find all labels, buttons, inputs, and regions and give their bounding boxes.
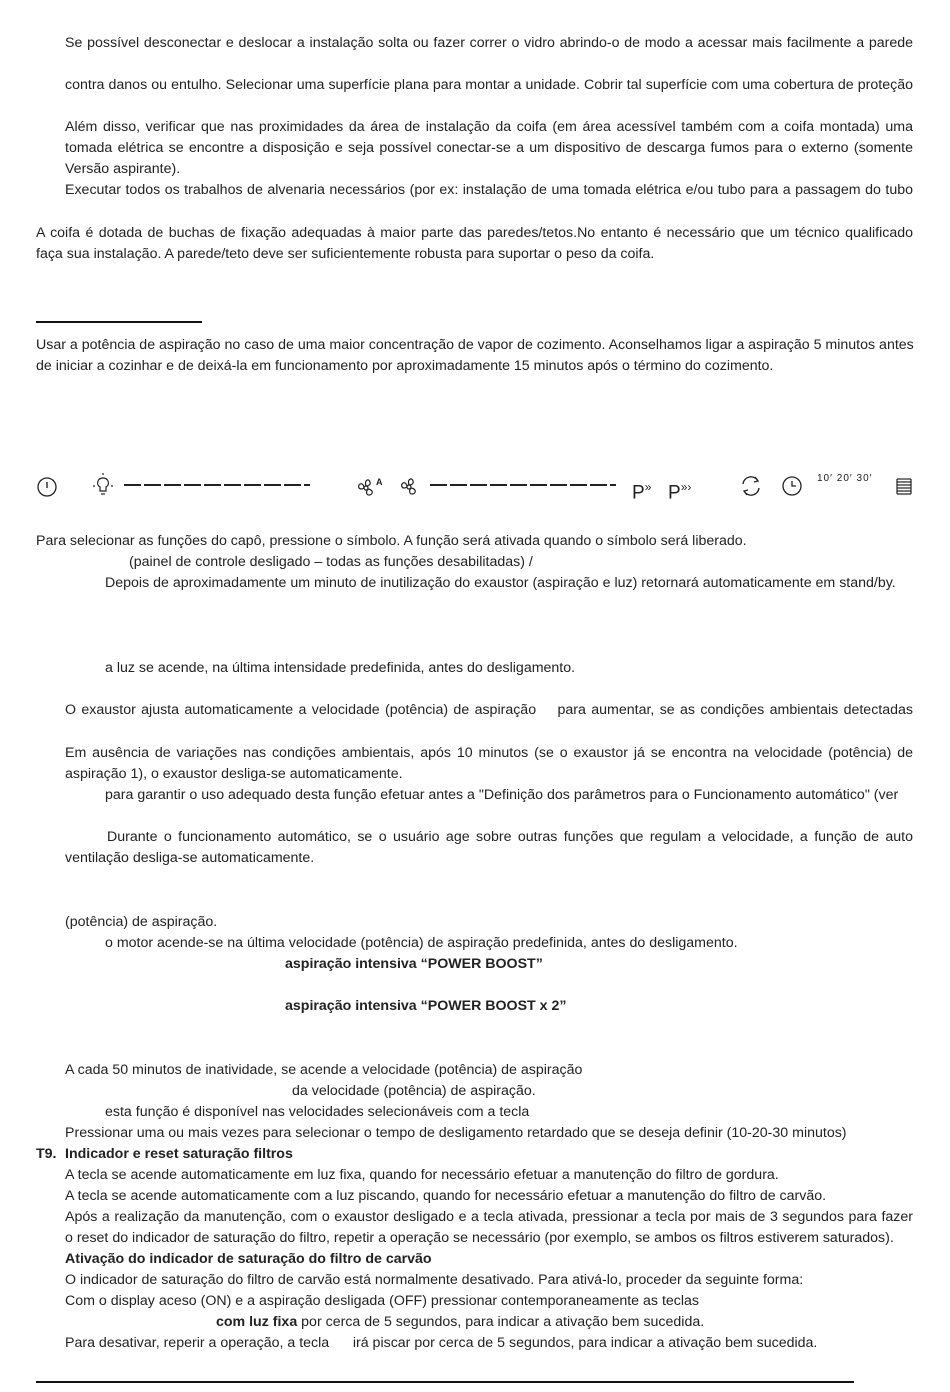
fan-icon[interactable] bbox=[398, 475, 422, 499]
fan-speed-bar bbox=[430, 484, 616, 486]
text-line: para garantir o uso adequado desta função efetuar antes a "Definição dos parâmetros para o Funcionamento automático" (ver bbox=[105, 787, 899, 803]
text-line: esta função é disponível nas velocidades selecionáveis com a tecla bbox=[105, 1104, 530, 1120]
svg-text:A: A bbox=[376, 477, 383, 487]
text-line: aspiração 1), o exaustor desliga-se automaticamente. bbox=[65, 766, 403, 782]
text-line: aspiração intensiva “POWER BOOST x 2” bbox=[285, 998, 567, 1014]
fan-auto-icon[interactable] bbox=[356, 475, 386, 499]
text-line: ventilação desliga-se automaticamente. bbox=[65, 850, 315, 866]
bold-phrase: com luz fixa bbox=[216, 1314, 298, 1330]
text-line: contra danos ou entulho. Selecionar uma superfície plana para montar a unidade. Cobrir tal superfície com uma cobertura de proteção bbox=[65, 77, 913, 93]
text-phrase: por cerca de 5 segundos, para indicar a ativação bem sucedida. bbox=[297, 1314, 705, 1330]
text-line: a luz se acende, na última intensidade predefinida, antes do desligamento. bbox=[105, 660, 576, 676]
text-line: faça sua instalação. A parede/teto deve ser suficientemente robusta para suportar o peso da coifa. bbox=[36, 246, 655, 262]
timer-icon[interactable] bbox=[781, 475, 803, 497]
text-line: o motor acende-se na última velocidade (potência) de aspiração predefinida, antes do desligamento. bbox=[105, 935, 738, 951]
text-line: Além disso, verificar que nas proximidades da área de instalação da coifa (em área acessível também com a coifa montada) uma bbox=[65, 119, 913, 135]
text-line: A tecla se acende automaticamente em luz fixa, quando for necessário efetuar a manutenção do filtro de gordura. bbox=[65, 1167, 779, 1183]
power-boost-2-icon[interactable]: P»› bbox=[668, 480, 692, 504]
text-line: Em ausência de variações nas condições ambientais, após 10 minutos (se o exaustor já se encontra na velocidade (potência) de bbox=[65, 745, 913, 761]
text-line: o reset do indicador de saturação do filtro, repetir a operação se necessário (por exemplo, se ambos os filtros estiverem saturados). bbox=[65, 1230, 894, 1246]
text-line: O indicador de saturação do filtro de carvão está normalmente desativado. Para ativá-lo, proceder da seguinte forma: bbox=[65, 1272, 804, 1288]
text-line: A coifa é dotada de buchas de fixação adequadas à maior parte das paredes/tetos.No entanto é necessário que um técnico qualificado bbox=[36, 225, 913, 241]
text-line: O exaustor ajusta automaticamente a velocidade (potência) de aspiração para aumentar, se as condições ambientais detectadas bbox=[65, 702, 913, 718]
text-line: Pressionar uma ou mais vezes para selecionar o tempo de desligamento retardado que se deseja definir (10-20-30 minutos) bbox=[65, 1125, 847, 1141]
text-line: Para selecionar as funções do capô, pressione o símbolo. A função será ativada quando o símbolo será liberado. bbox=[36, 533, 747, 549]
text-line: Durante o funcionamento automático, se o usuário age sobre outras funções que regulam a velocidade, a função de auto bbox=[107, 829, 913, 845]
text-line: (painel de controle desligado – todas as funções desabilitadas) / bbox=[129, 554, 533, 570]
text-line: aspiração intensiva “POWER BOOST” bbox=[285, 956, 543, 972]
timer-values: 10′ 20′ 30′ bbox=[817, 473, 873, 484]
bottom-rule bbox=[36, 1381, 854, 1383]
power-icon[interactable] bbox=[36, 476, 58, 498]
text-line: Executar todos os trabalhos de alvenaria necessários (por ex: instalação de uma tomada elétrica e/ou tubo para a passagem do tubo bbox=[65, 182, 913, 198]
text-line: A cada 50 minutos de inatividade, se acende a velocidade (potência) de aspiração bbox=[65, 1062, 583, 1078]
light-bulb-icon[interactable] bbox=[90, 472, 116, 498]
power-boost-icon[interactable]: P» bbox=[632, 480, 652, 504]
text-line: de iniciar a cozinhar e de deixá-la em funcionamento por aproximadamente 15 minutos após o término do cozimento. bbox=[36, 358, 774, 374]
auto-ventilation-icon[interactable] bbox=[738, 473, 764, 499]
section-divider bbox=[36, 321, 202, 323]
text-line: (potência) de aspiração. bbox=[65, 914, 218, 930]
section-number: T9. bbox=[36, 1146, 57, 1162]
text-line: Se possível desconectar e deslocar a instalação solta ou fazer correr o vidro abrindo-o de modo a acessar mais facilmente a parede bbox=[65, 35, 913, 51]
section-title: Indicador e reset saturação filtros bbox=[65, 1146, 293, 1162]
text-line: Depois de aproximadamente um minuto de inutilização do exaustor (aspiração e luz) retornará automaticamente em stand/by. bbox=[105, 575, 896, 591]
text-line: da velocidade (potência) de aspiração. bbox=[292, 1083, 536, 1099]
text-line: Com o display aceso (ON) e a aspiração desligada (OFF) pressionar contemporaneamente as teclas bbox=[65, 1293, 700, 1309]
light-level-bar bbox=[124, 484, 310, 486]
subsection-title: Ativação do indicador de saturação do filtro de carvão bbox=[65, 1251, 432, 1267]
text-line: Usar a potência de aspiração no caso de uma maior concentração de vapor de cozimento. Aconselhamos ligar a aspiração 5 minutos antes bbox=[36, 337, 914, 353]
text-line bbox=[216, 1312, 704, 1333]
text-line: tomada elétrica se encontre a disposição e seja possível conectar-se a um dispositivo de descarga fumos para o externo (somente bbox=[65, 140, 913, 156]
text-line: Versão aspirante). bbox=[65, 161, 181, 177]
filter-saturation-icon[interactable] bbox=[895, 477, 913, 495]
text-line: A tecla se acende automaticamente com a luz piscando, quando for necessário efetuar a manutenção do filtro de carvão. bbox=[65, 1188, 827, 1204]
text-line: Após a realização da manutenção, com o exaustor desligado e a tecla ativada, pressionar a tecla por mais de 3 segundos para fazer bbox=[65, 1209, 913, 1225]
text-line: Para desativar, reperir a operação, a tecla irá piscar por cerca de 5 segundos, para indicar a ativação bem sucedida. bbox=[65, 1335, 818, 1351]
